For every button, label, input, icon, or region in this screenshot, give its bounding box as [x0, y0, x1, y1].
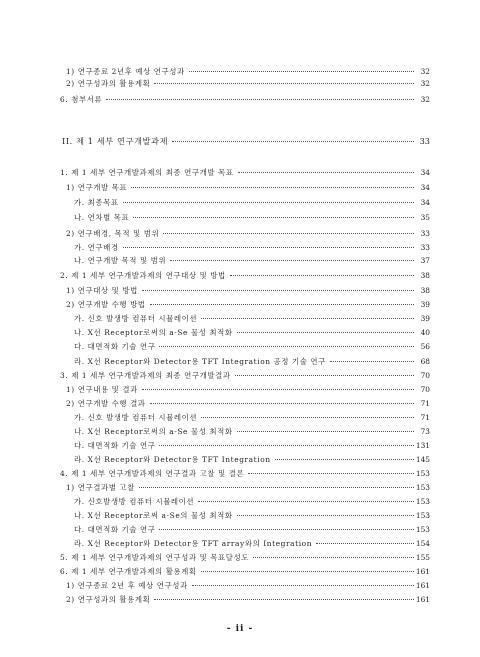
toc-entry-page-number: 71 — [420, 413, 430, 422]
toc-leader-dots — [330, 352, 414, 362]
toc-entry-page-number: 34 — [420, 183, 430, 192]
toc-entry-page-number: 39 — [420, 300, 430, 309]
toc-entry-page-number: 131 — [415, 441, 430, 450]
toc-entry[interactable] — [66, 76, 430, 89]
toc-entry[interactable] — [66, 592, 430, 605]
toc-entry-label: 1. 제 1 세부 연구개발과제의 최종 연구개발 목표 — [60, 168, 234, 177]
toc-entry-label: 6. 제 1 세부 연구개발과제의 활용계획 — [60, 567, 197, 576]
toc-leader-dots — [123, 193, 414, 203]
toc-entry-label: 2) 연구성과의 활용계획 — [66, 79, 151, 88]
toc-entry-label: 1) 연구종료 2년후 예상 연구성과 — [66, 67, 185, 76]
toc-entry-label: 2) 연구배경, 목적 및 범위 — [66, 229, 160, 238]
toc-entry-page-number: 153 — [415, 511, 430, 520]
toc-leader-dots — [150, 394, 414, 404]
toc-entry[interactable] — [74, 195, 430, 208]
toc-entry-page-number: 154 — [415, 539, 430, 548]
toc-entry-label: 2) 연구개발 수행 결과 — [66, 399, 146, 408]
toc-leader-dots — [154, 74, 414, 84]
toc-leader-dots — [163, 224, 414, 234]
toc-entry[interactable] — [60, 165, 430, 178]
toc-entry-page-number: 145 — [415, 455, 430, 464]
toc-entry-page-number: 33 — [419, 136, 430, 146]
toc-leader-dots — [133, 208, 414, 218]
toc-leader-dots — [170, 251, 414, 261]
toc-entry-label: 라. X선 Receptor와 Detector용 TFT Integration 공정 기술 연구 — [74, 357, 326, 366]
toc-leader-dots — [235, 366, 414, 376]
toc-entry-label: 가. 신호 발생방 컴퓨터 시뮬레이션 — [74, 413, 198, 422]
toc-entry-label: 1) 연구개발 목표 — [66, 183, 128, 192]
toc-entry-page-number: 34 — [420, 198, 430, 207]
toc-entry[interactable] — [74, 253, 430, 266]
toc-entry[interactable] — [62, 134, 430, 146]
toc-entry-label: 다. 대면적화 기술 연구 — [74, 342, 156, 351]
toc-entry-page-number: 56 — [420, 342, 430, 351]
toc-entry-page-number: 33 — [420, 229, 430, 238]
toc-entry-label: 다. 대면적화 기술 연구 — [74, 441, 156, 450]
toc-entry-page-number: 38 — [420, 286, 430, 295]
toc-leader-dots — [154, 590, 414, 600]
toc-leader-dots — [159, 337, 414, 347]
toc-leader-dots — [253, 548, 414, 558]
toc-entry[interactable] — [74, 210, 430, 223]
toc-entry-page-number: 33 — [420, 243, 430, 252]
toc-entry-page-number: 37 — [420, 256, 430, 265]
toc-entry-label: 1) 연구결과별 고찰 — [66, 483, 135, 492]
toc-entry-page-number: 153 — [415, 497, 430, 506]
toc-entry-page-number: 40 — [420, 328, 430, 337]
toc-entry-page-number: 39 — [420, 314, 430, 323]
toc-leader-dots — [198, 492, 414, 502]
toc-entry-page-number: 35 — [420, 213, 430, 222]
toc-entry-label: 3. 제 1 세부 연구개발과제의 최종 연구개발결과 — [60, 371, 231, 380]
toc-leader-dots — [172, 132, 414, 142]
toc-entry[interactable] — [66, 180, 430, 193]
toc-leader-dots — [142, 281, 414, 291]
toc-entry-label: 가. 신호 발생방 컴퓨터 시뮬레이션 — [74, 314, 198, 323]
toc-entry-page-number: 73 — [420, 427, 430, 436]
toc-entry-label: 2) 연구개발 수행 방법 — [66, 300, 146, 309]
toc-entry-label: 나. X선 Receptor로써의 a-Se 물성 최적화 — [74, 328, 233, 337]
toc-leader-dots — [123, 238, 414, 248]
toc-leader-dots — [237, 422, 414, 432]
toc-leader-dots — [201, 309, 414, 319]
toc-leader-dots — [316, 534, 414, 544]
toc-entry-label: 2) 연구성과의 활용계획 — [66, 595, 151, 604]
toc-leader-dots — [159, 520, 413, 530]
toc-entry-label: 다. 대면적화 기술 연구 — [74, 525, 156, 534]
toc-leader-dots — [248, 464, 414, 474]
toc-entry-page-number: 34 — [420, 168, 430, 177]
toc-entry-page-number: 161 — [415, 581, 430, 590]
toc-leader-dots — [237, 323, 414, 333]
toc-entry-label: 라. X선 Receptor와 Detector용 TFT array와의 Integration — [74, 539, 313, 548]
toc-leader-dots — [201, 562, 414, 572]
toc-leader-dots — [189, 62, 414, 72]
toc-entry-label: 1) 연구내용 및 결과 — [66, 385, 138, 394]
toc-entry-label: 6. 첨부서류 — [60, 95, 103, 104]
toc-leader-dots — [139, 478, 414, 488]
toc-leader-dots — [192, 576, 414, 586]
toc-entry-label: 나. X선 Receptor로써의 a-Se 물성 최적화 — [74, 427, 233, 436]
toc-leader-dots — [237, 506, 414, 516]
toc-entry-page-number: 70 — [420, 385, 430, 394]
toc-entry-page-number: 71 — [420, 399, 430, 408]
toc-entry-label: 1) 연구대상 및 방법 — [66, 286, 138, 295]
toc-entry[interactable] — [74, 339, 430, 352]
toc-leader-dots — [238, 163, 414, 173]
toc-leader-dots — [150, 295, 414, 305]
page-number-footer: - ii - — [226, 624, 254, 634]
toc-entry-page-number: 38 — [420, 271, 430, 280]
toc-entry-label: 나. X선 Receptor로써 a-Se의 물성 최적화 — [74, 511, 233, 520]
toc-entry-page-number: 153 — [415, 525, 430, 534]
toc-entry-label: 가. 신호발생방 컴퓨터 시뮬레이션 — [74, 497, 195, 506]
toc-entry[interactable] — [60, 268, 430, 281]
toc-entry-label: 1) 연구종료 2년 후 예상 연구성과 — [66, 581, 188, 590]
toc-entry-page-number: 161 — [415, 567, 430, 576]
toc-entry-label: 라. X선 Receptor와 Detector용 TFT Integration — [74, 455, 271, 464]
toc-entry-label: 가. 연구배경 — [74, 243, 119, 252]
toc-entry-page-number: 32 — [420, 67, 430, 76]
toc-entry-label: 나. 연구개발 목적 및 범위 — [74, 256, 167, 265]
toc-entry-label: 2. 제 1 세부 연구개발과제의 연구대상 및 방법 — [60, 271, 226, 280]
toc-entry-label: 나. 연차별 목표 — [74, 213, 130, 222]
toc-entry[interactable] — [60, 92, 430, 105]
toc-leader-dots — [142, 380, 414, 390]
toc-entry-label: 4. 제 1 세부 연구개발과제의 연구결과 고찰 및 결론 — [60, 469, 245, 478]
toc-entry-page-number: 68 — [420, 357, 430, 366]
toc-entry-page-number: 155 — [415, 553, 430, 562]
toc-entry-page-number: 32 — [420, 95, 430, 104]
toc-leader-dots — [131, 178, 414, 188]
toc-entry-page-number: 70 — [420, 371, 430, 380]
toc-entry-label: 가. 최종목표 — [74, 198, 119, 207]
toc-entry-page-number: 153 — [415, 483, 430, 492]
toc-entry-page-number: 32 — [420, 79, 430, 88]
toc-entry-label: II. 제 1 세부 연구개발과제 — [62, 136, 169, 146]
toc-leader-dots — [159, 436, 413, 446]
toc-entry-page-number: 161 — [415, 595, 430, 604]
toc-leader-dots — [230, 266, 414, 276]
toc-entry-page-number: 153 — [415, 469, 430, 478]
toc-leader-dots — [201, 408, 414, 418]
toc-leader-dots — [275, 450, 414, 460]
toc-entry-label: 5. 제 1 세부 연구개발과제의 연구성과 및 목표달성도 — [60, 553, 249, 562]
toc-leader-dots — [106, 90, 414, 100]
